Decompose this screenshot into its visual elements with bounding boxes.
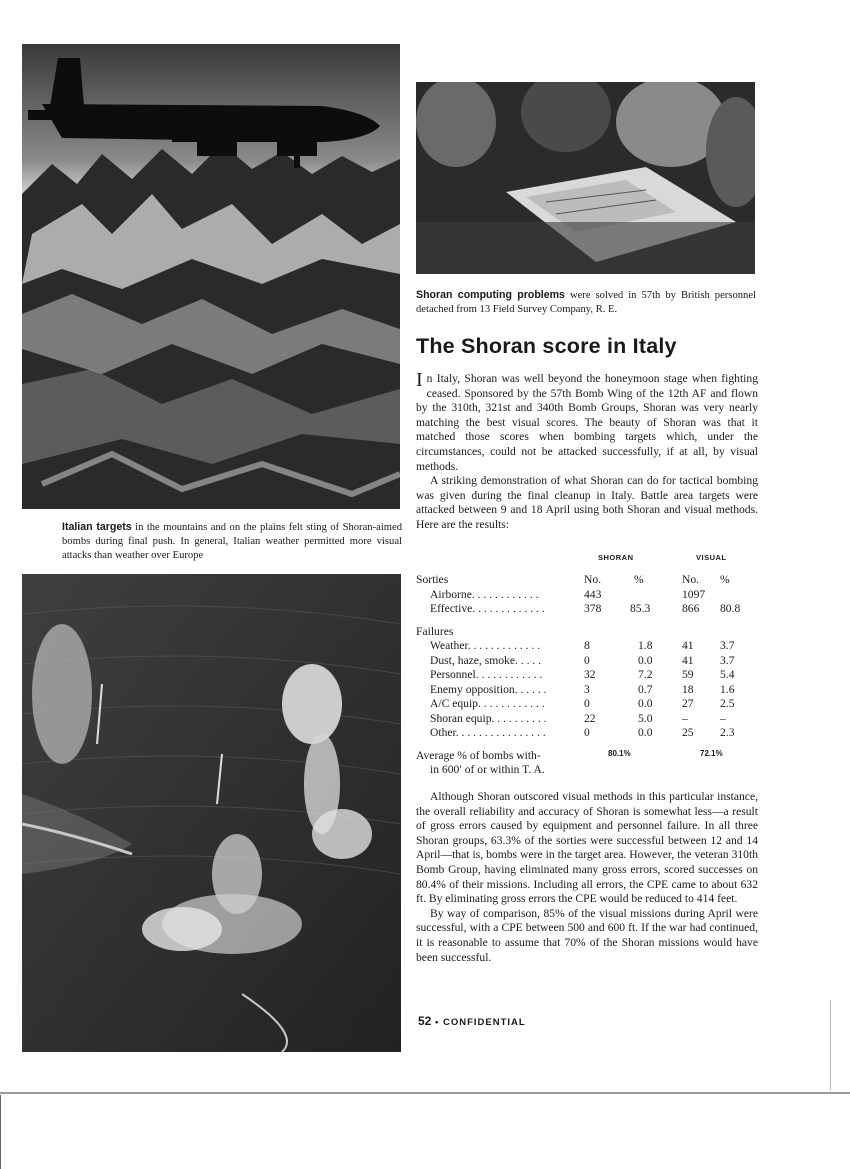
sorties-row xyxy=(416,573,756,588)
failure-visual-no: – xyxy=(682,711,688,725)
failure-label: Personnel. . . . . . . . . . . . xyxy=(430,668,543,681)
failure-row xyxy=(416,639,756,654)
average-visual-value: 72.1% xyxy=(700,748,723,758)
failure-row xyxy=(416,668,756,683)
failures-label: Failures xyxy=(416,624,454,638)
visual-pct-label: % xyxy=(720,573,730,586)
failure-shoran-no: 0 xyxy=(584,697,590,710)
shoran-computing-caption-lead: Shoran computing problems xyxy=(416,289,565,301)
effective-shoran-pct: 85.3 xyxy=(630,602,651,615)
article-title: The Shoran score in Italy xyxy=(416,334,677,358)
airborne-shoran-pct xyxy=(620,588,682,603)
shoran-column-header: SHORAN xyxy=(598,553,634,562)
article-paragraph-3: Although Shoran outscored visual methods in this particular instance, the overall reliability and accuracy of Shoran is somewhat less—a result of gross errors caused by equipment and personnel failure. In all three Shoran groups, 63.3% of the sorties were successful between 12 and 14 April—that is, bombs were in the target area. However, the veteran 310th Bomb Group, having eliminated many gross errors, scored successes on 80.4% of their missions. Including all errors, the CPE came to about 632 ft. By eliminating gross errors the CPE would be reduced to 414 feet. xyxy=(416,790,758,906)
failure-row xyxy=(416,712,756,727)
failure-visual-no: 18 xyxy=(682,682,694,696)
computing-team-photo xyxy=(416,82,755,274)
failure-label: Enemy opposition. . . . . . xyxy=(430,682,547,696)
failure-shoran-no: 0 xyxy=(584,726,590,739)
failure-visual-pct: 2.5 xyxy=(720,697,735,710)
italian-targets-caption-lead: Italian targets xyxy=(62,521,132,533)
failure-shoran-pct: 1.8 xyxy=(638,639,653,652)
failure-label: Dust, haze, smoke. . . . . xyxy=(430,653,542,667)
shoran-computing-caption-text: were solved in 57th by British personnel detached from 13 Field Survey Company, R. E. xyxy=(416,290,756,315)
results-header-row xyxy=(416,553,756,573)
failure-shoran-pct: 0.7 xyxy=(638,682,653,696)
article-paragraph-1 xyxy=(416,369,758,474)
failure-label: Other. . . . . . . . . . . . . . . . xyxy=(430,726,546,739)
failure-label: Weather. . . . . . . . . . . . . xyxy=(430,639,541,652)
failure-visual-pct: 3.7 xyxy=(720,639,735,652)
scan-bottom-line xyxy=(0,1092,850,1094)
failure-label: Shoran equip. . . . . . . . . . xyxy=(430,711,547,725)
average-label-line-2: in 600′ of or within T. A. xyxy=(430,763,545,776)
failure-shoran-no: 32 xyxy=(584,668,596,681)
failure-label: A/C equip. . . . . . . . . . . . xyxy=(430,697,545,710)
page-number: 52 xyxy=(418,1014,432,1028)
results-table xyxy=(416,553,756,778)
failure-visual-pct: 5.4 xyxy=(720,668,735,681)
effective-row xyxy=(416,602,756,617)
failure-row xyxy=(416,683,756,698)
failure-visual-pct: – xyxy=(720,711,726,725)
airborne-visual-pct xyxy=(720,588,756,603)
failure-shoran-no: 0 xyxy=(584,653,590,667)
dropcap: I xyxy=(416,369,423,391)
left-edge-mark xyxy=(0,1095,1,1169)
article-paragraph-2: A striking demonstration of what Shoran can do for tactical bombing was given during the final cleanup in Italy. Battle area targets were attacked between 9 and 18 April using both Shoran and visual methods. Here are the results: xyxy=(416,474,758,531)
airborne-shoran-no: 443 xyxy=(584,587,602,601)
aircraft-mountains-photo xyxy=(22,44,400,509)
bomb-bursts-photo xyxy=(22,574,401,1052)
failure-visual-no: 27 xyxy=(682,697,694,710)
article-intro xyxy=(416,369,758,533)
failure-row xyxy=(416,697,756,712)
failure-visual-no: 41 xyxy=(682,653,694,667)
shoran-computing-caption xyxy=(416,288,756,317)
italian-targets-caption-text: in the mountains and on the plains felt sting of Shoran-aimed bombs during final push. In general, Italian weather permitted more visual attacks than weather over Europe xyxy=(62,522,402,561)
failure-shoran-pct: 0.0 xyxy=(638,726,653,739)
footer-bullet: • xyxy=(435,1017,440,1028)
effective-visual-pct: 80.8 xyxy=(720,602,741,615)
failure-shoran-no: 22 xyxy=(584,711,596,725)
airborne-label: Airborne. . . . . . . . . . . . xyxy=(430,587,539,601)
failure-visual-no: 59 xyxy=(682,668,694,681)
effective-label: Effective. . . . . . . . . . . . . xyxy=(430,602,545,615)
sorties-label: Sorties xyxy=(416,573,449,586)
failure-shoran-pct: 7.2 xyxy=(638,668,653,681)
article-paragraph-1-text: n Italy, Shoran was well beyond the honeymoon stage when fighting ceased. Sponsored by the 57th Bomb Wing of the 12th AF and flown by the 310th, 321st and 340th Bomb Groups, Shoran was very nearly matching the best visual scores. The beauty of Shoran was that it matched those scores when bombing targets which, under the circumstances, could not be attacked successfully, if at all, by visual methods. xyxy=(416,372,758,473)
failure-visual-pct: 1.6 xyxy=(720,682,735,696)
average-shoran-value: 80.1% xyxy=(608,748,631,758)
average-label-line-1: Average % of bombs with- xyxy=(416,748,541,762)
visual-column-header: VISUAL xyxy=(696,553,727,562)
failure-shoran-no: 8 xyxy=(584,639,590,652)
article-paragraph-4: By way of comparison, 85% of the visual missions during April were successful, with a CPE between 500 and 600 ft. If the war had continued, it is reasonable to assume that 70% of the Shoran missions would have been successful. xyxy=(416,906,758,964)
page-footer xyxy=(418,1014,526,1028)
failures-heading-row xyxy=(416,625,756,640)
average-row-2 xyxy=(416,763,756,778)
failure-row xyxy=(416,726,756,741)
failure-visual-pct: 2.3 xyxy=(720,726,735,739)
failure-visual-no: 41 xyxy=(682,639,694,652)
footer-label: CONFIDENTIAL xyxy=(442,1017,526,1028)
visual-no-label: No. xyxy=(682,573,700,586)
failure-visual-no: 25 xyxy=(682,726,694,739)
failure-visual-pct: 3.7 xyxy=(720,653,735,667)
failure-row xyxy=(416,654,756,669)
airborne-visual-no: 1097 xyxy=(682,587,706,601)
shoran-pct-label: % xyxy=(634,573,644,586)
italian-targets-caption xyxy=(62,520,402,563)
effective-visual-no: 866 xyxy=(682,602,700,615)
failure-shoran-pct: 5.0 xyxy=(638,711,653,725)
shoran-no-label: No. xyxy=(584,573,602,586)
failure-shoran-pct: 0.0 xyxy=(638,697,653,710)
effective-shoran-no: 378 xyxy=(584,602,602,615)
article-conclusion xyxy=(416,790,758,965)
average-row xyxy=(416,749,756,764)
failure-shoran-no: 3 xyxy=(584,682,590,696)
failure-shoran-pct: 0.0 xyxy=(638,653,653,667)
airborne-row xyxy=(416,588,756,603)
right-edge-mark xyxy=(830,1000,831,1090)
